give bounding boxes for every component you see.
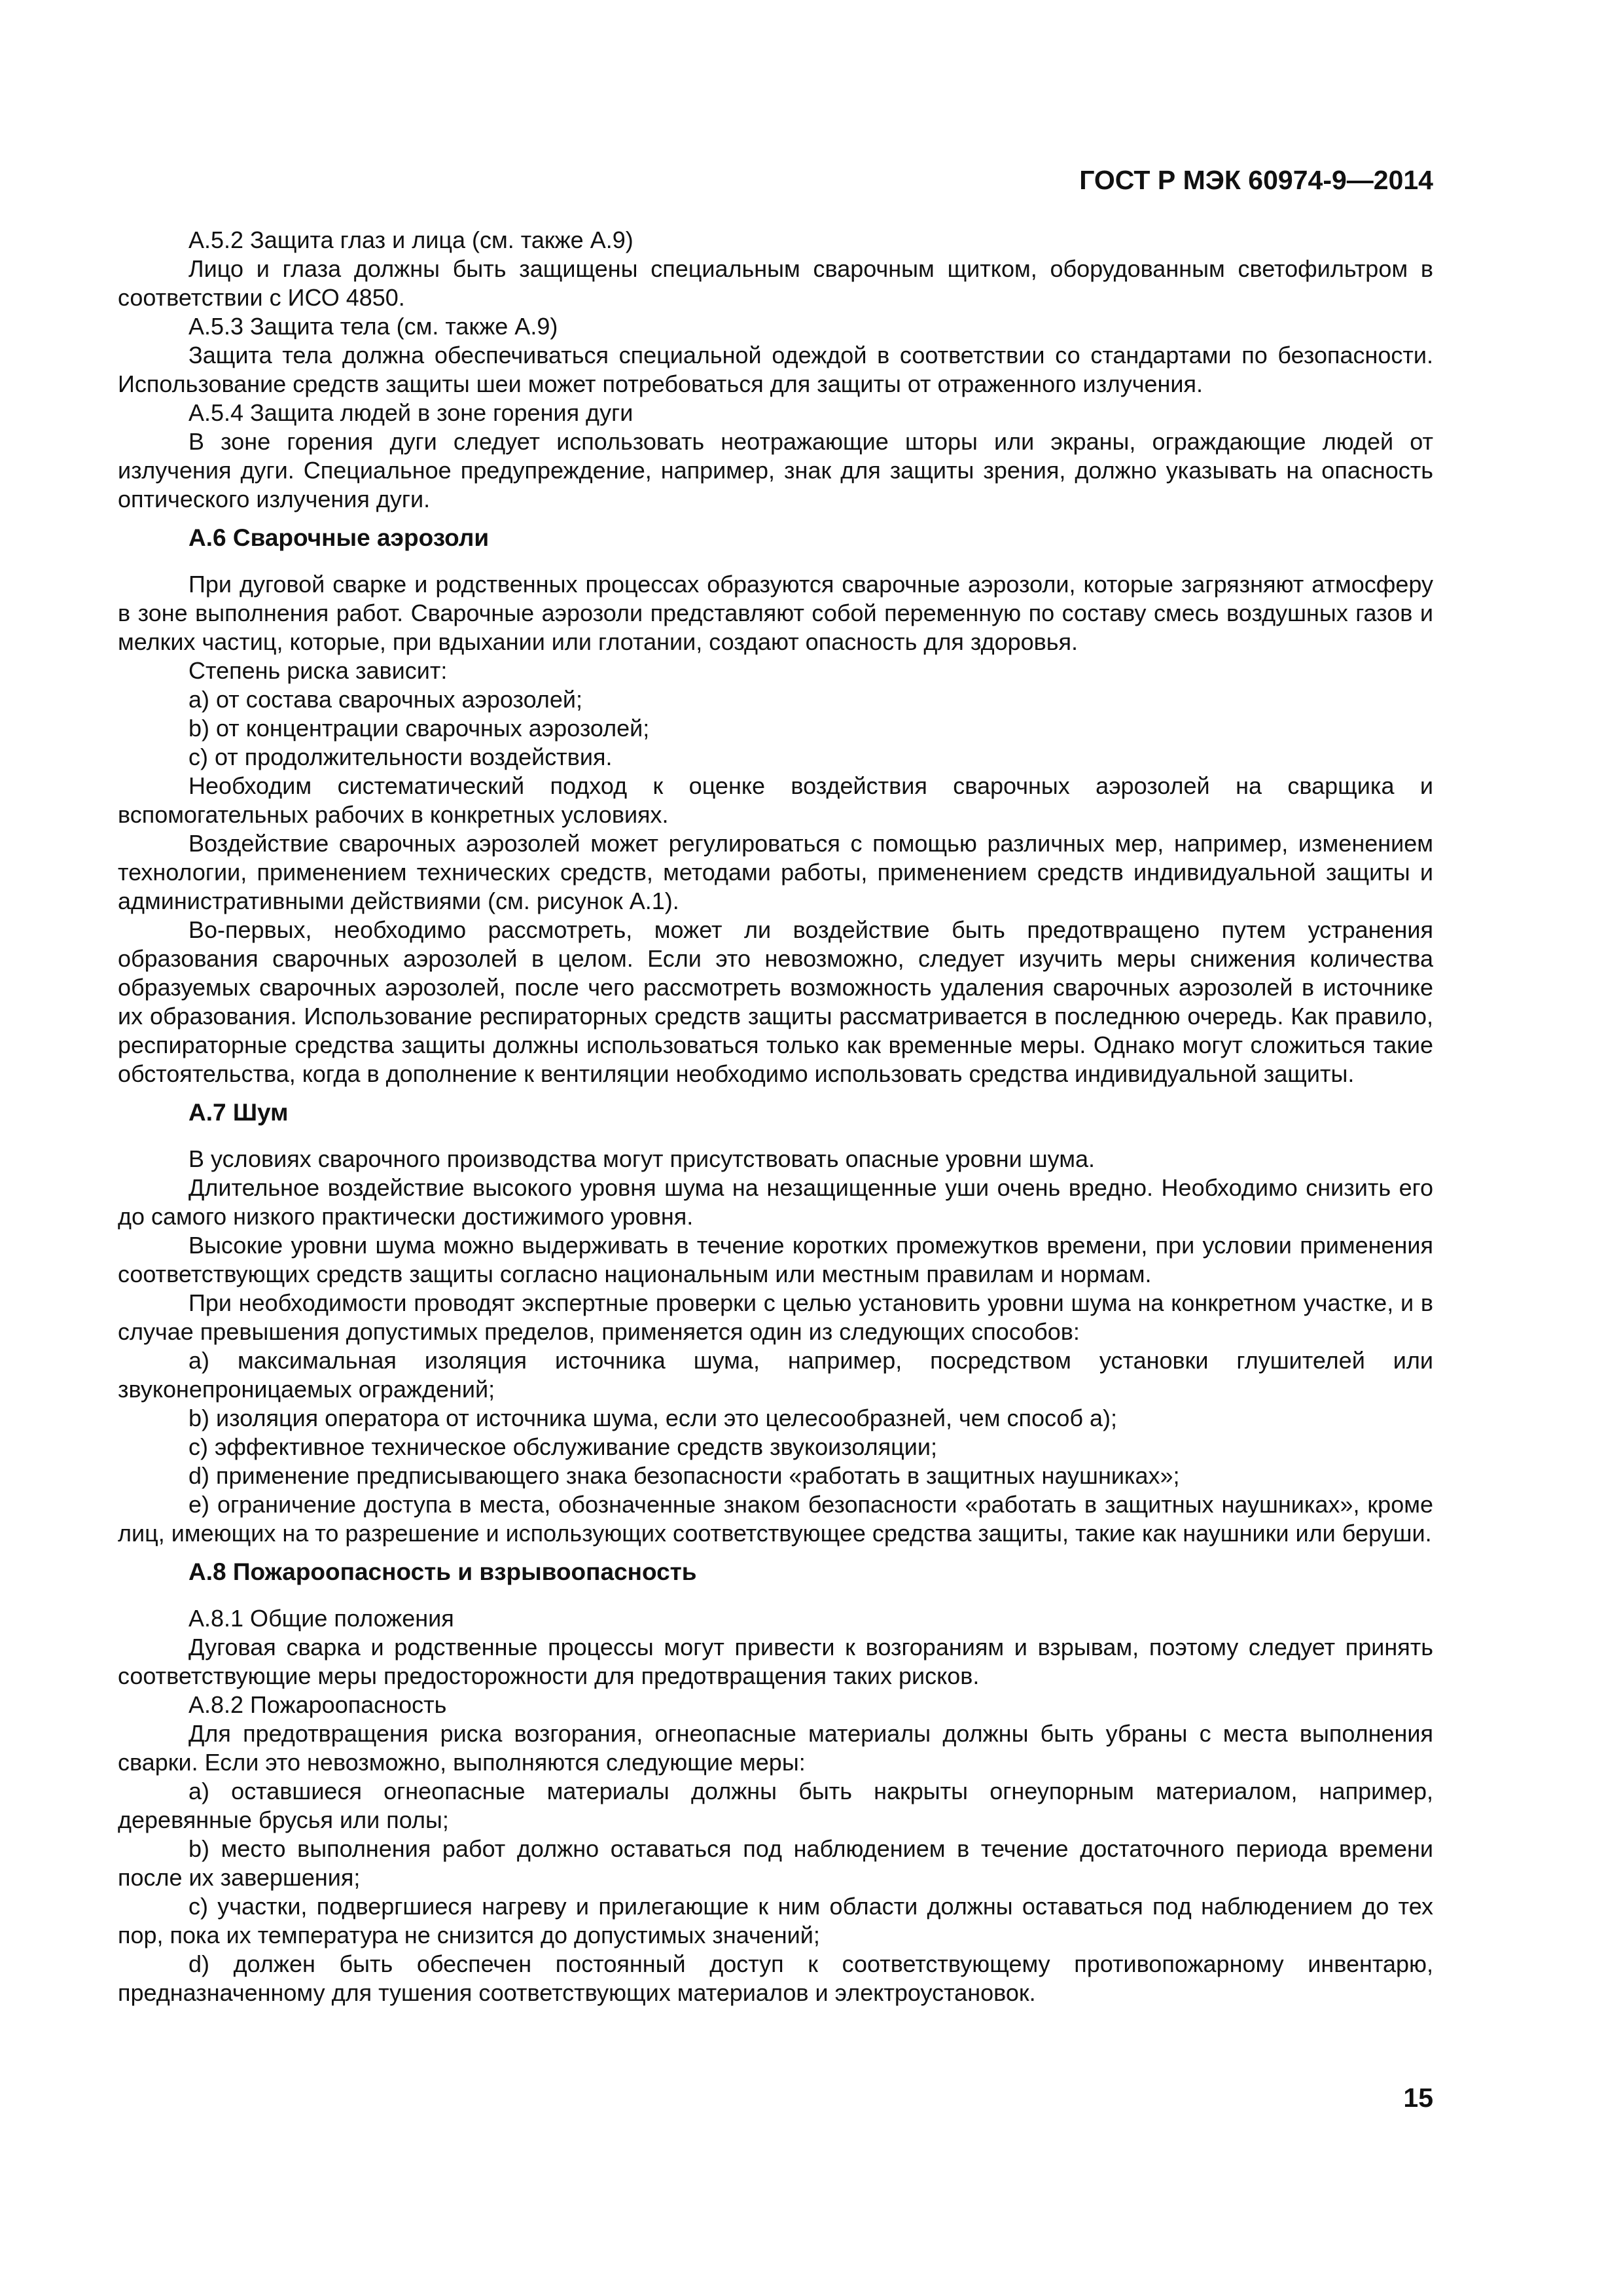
paragraph: Необходим систематический подход к оценке воздействия сварочных аэрозолей на сварщика и вспомогательных рабочих в конкретных условиях. bbox=[118, 772, 1433, 828]
paragraph: Во-первых, необходимо рассмотреть, может ли воздействие быть предотвращено путем устранения образования сварочных аэрозолей в целом. Если это невозможно, следует изучить меры снижения количества образуемых сварочных аэрозолей, после чего рассмотреть возможность удаления сварочных аэрозолей в источнике их образования. Использование респираторных средств защиты рассматривается в последнюю очередь. Как правило, респираторные средства защиты должны использоваться только как временные меры. Однако могут сложиться такие обстоятельства, когда в дополнение к вентиляции необходимо использовать средства индивидуальной защиты. bbox=[118, 916, 1433, 1087]
paragraph: Лицо и глаза должны быть защищены специальным сварочным щитком, оборудованным светофильтром в соответствии с ИСО 4850. bbox=[118, 255, 1433, 311]
list-item: a) от состава сварочных аэрозолей; bbox=[188, 686, 583, 713]
clause-a-5-2-title: А.5.2 Защита глаз и лица (см. также А.9) bbox=[188, 226, 633, 253]
clause-a-5-4-title: А.5.4 Защита людей в зоне горения дуги bbox=[188, 399, 633, 426]
clause-a-8-1-title: А.8.1 Общие положения bbox=[188, 1605, 454, 1632]
section-a-6-heading: А.6 Сварочные аэрозоли bbox=[188, 524, 490, 551]
list-item: d) должен быть обеспечен постоянный доступ к соответствующему противопожарному инвентарю, предназначенному для тушения соответствующих материалов и электроустановок. bbox=[118, 1950, 1433, 2006]
section-a-8-heading: А.8 Пожароопасность и взрывоопасность bbox=[188, 1558, 697, 1585]
paragraph: В условиях сварочного производства могут присутствовать опасные уровни шума. bbox=[188, 1145, 1095, 1172]
list-item: b) место выполнения работ должно оставаться под наблюдением в течение достаточного периода времени после их завершения; bbox=[118, 1835, 1433, 1891]
list-item: e) ограничение доступа в места, обозначенные знаком безопасности «работать в защитных наушниках», кроме лиц, имеющих на то разрешение и использующих соответствующее средства защиты, такие как наушники или беруши. bbox=[118, 1491, 1433, 1547]
list-item: c) участки, подвергшиеся нагреву и прилегающие к ним области должны оставаться под наблюдением до тех пор, пока их температура не снизится до допустимых значений; bbox=[118, 1893, 1433, 1948]
list-item: a) максимальная изоляция источника шума, например, посредством установки глушителей или звуконепроницаемых ограждений; bbox=[118, 1347, 1433, 1403]
paragraph: Длительное воздействие высокого уровня шума на незащищенные уши очень вредно. Необходимо снизить его до самого низкого практически достижимого уровня. bbox=[118, 1174, 1433, 1230]
clause-a-5-3-title: А.5.3 Защита тела (см. также А.9) bbox=[188, 313, 558, 340]
list-item: c) эффективное техническое обслуживание средств звукоизоляции; bbox=[188, 1433, 937, 1460]
paragraph: В зоне горения дуги следует использовать неотражающие шторы или экраны, ограждающие людей от излучения дуги. Специальное предупреждение, например, знак для защиты зрения, должно указывать на опасность оптического излучения дуги. bbox=[118, 428, 1433, 512]
paragraph: При необходимости проводят экспертные проверки с целью установить уровни шума на конкретном участке, и в случае превышения допустимых пределов, применяется один из следующих способов: bbox=[118, 1289, 1433, 1345]
section-a-7-heading: А.7 Шум bbox=[188, 1099, 289, 1126]
paragraph: Степень риска зависит: bbox=[188, 657, 448, 684]
list-item: d) применение предписывающего знака безопасности «работать в защитных наушниках»; bbox=[188, 1462, 1180, 1489]
paragraph: Защита тела должна обеспечиваться специальной одеждой в соответствии со стандартами по безопасности. Использование средств защиты шеи может потребоваться для защиты от отраженного излучения. bbox=[118, 342, 1433, 397]
paragraph: Воздействие сварочных аэрозолей может регулироваться с помощью различных мер, например, изменением технологии, применением технических средств, методами работы, применением средств индивидуальной защиты и административными действиями (см. рисунок А.1). bbox=[118, 830, 1433, 914]
paragraph: При дуговой сварке и родственных процессах образуются сварочные аэрозоли, которые загрязняют атмосферу в зоне выполнения работ. Сварочные аэрозоли представляют собой переменную по составу смесь воздушных газов и мелких частиц, которые, при вдыхании или глотании, создают опасность для здоровья. bbox=[118, 571, 1433, 655]
page-number: 15 bbox=[1403, 2083, 1433, 2113]
list-item: c) от продолжительности воздействия. bbox=[188, 744, 613, 770]
paragraph: Высокие уровни шума можно выдерживать в течение коротких промежутков времени, при условии применения соответствующих средств защиты согласно национальным или местным правилам и нормам. bbox=[118, 1232, 1433, 1287]
document-body bbox=[118, 226, 1433, 2007]
document-code-header: ГОСТ Р МЭК 60974-9—2014 bbox=[1079, 165, 1433, 195]
list-item: a) оставшиеся огнеопасные материалы должны быть накрыты огнеупорным материалом, например, деревянные брусья или полы; bbox=[118, 1778, 1433, 1833]
document-page bbox=[118, 0, 1433, 2296]
list-item: b) от концентрации сварочных аэрозолей; bbox=[188, 715, 650, 742]
list-item: b) изоляция оператора от источника шума, если это целесообразней, чем способ а); bbox=[188, 1405, 1118, 1431]
paragraph: Дуговая сварка и родственные процессы могут привести к возгораниям и взрывам, поэтому следует принять соответствующие меры предосторожности для предотвращения таких рисков. bbox=[118, 1634, 1433, 1689]
clause-a-8-2-title: А.8.2 Пожароопасность bbox=[188, 1691, 447, 1718]
paragraph: Для предотвращения риска возгорания, огнеопасные материалы должны быть убраны с места выполнения сварки. Если это невозможно, выполняются следующие меры: bbox=[118, 1720, 1433, 1776]
